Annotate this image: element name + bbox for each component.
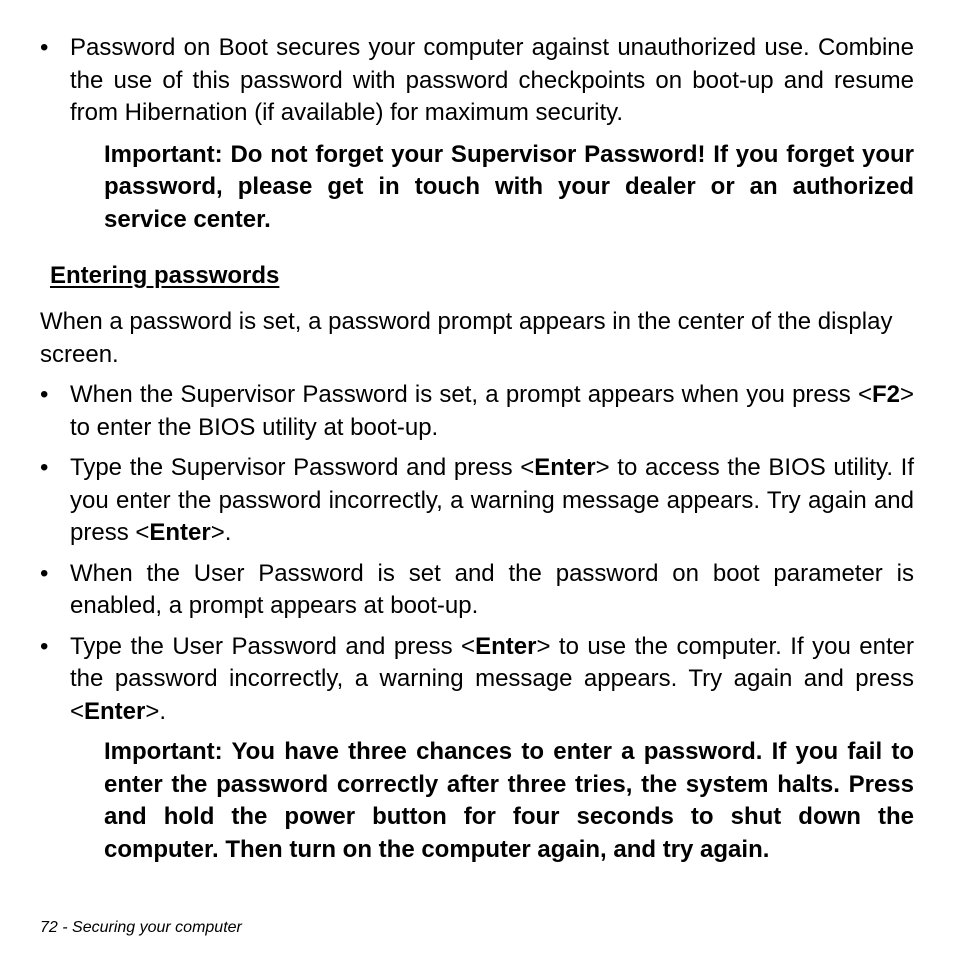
list-item-text: >.	[210, 519, 232, 546]
intro-paragraph: When a password is set, a password prompt appears in the center of the display screen.	[40, 308, 893, 368]
list-item-text: > to access the BIOS utility. If you enter the password incorrectly, a warning message appears. Try again and press <	[70, 454, 914, 546]
key-label: Enter	[149, 519, 211, 546]
key-label: Enter	[84, 697, 146, 725]
list-item-text: When the User Password is set and the password on boot parameter is enabled, a prompt appears at boot-up.	[70, 559, 914, 619]
list-item-text: >.	[145, 697, 167, 725]
key-label: Enter	[534, 454, 596, 481]
bullet-dot: •	[40, 454, 49, 481]
bullet-dot: •	[40, 559, 49, 587]
list-item-text: Password on Boot secures your computer against unauthorized use. Combine the use of this password with password checkpoints on boot-up and resume from Hibernation (if available) for maximum security.	[70, 34, 914, 126]
list-item-password-on-boot	[40, 32, 914, 130]
list-item-text: When the Supervisor Password is set, a prompt appears when you press <	[70, 381, 872, 408]
list-item-text: > to use the computer. If you enter the password incorrectly, a warning message appears. Try again and press <	[70, 632, 915, 725]
page-content	[40, 32, 914, 866]
list-item-text: Type the User Password and press <	[70, 632, 476, 660]
bullet-dot: •	[40, 381, 49, 408]
list-item-supervisor-enter	[40, 452, 914, 550]
page-footer: 72 - Securing your computer	[40, 919, 242, 936]
section-heading: Entering passwords	[50, 262, 280, 289]
bullet-dot: •	[40, 632, 49, 660]
important-note-supervisor: Important: Do not forget your Supervisor Password! If you forget your password, please get in touch with your dealer or an authorized service center.	[104, 140, 914, 233]
list-item-user-prompt	[40, 558, 914, 623]
list-item-text: > to enter the BIOS utility at boot-up.	[70, 381, 914, 441]
bullet-dot: •	[40, 34, 49, 61]
key-label: F2	[871, 381, 900, 408]
key-label: Enter	[475, 632, 537, 660]
list-item-user-enter	[40, 631, 914, 729]
important-note-three-chances: Important: You have three chances to enter a password. If you fail to enter the password correctly after three tries, the system halts. Press and hold the power button for four seconds to shut down the computer. Then turn on the computer again, and try again.	[104, 738, 914, 863]
list-item-supervisor-prompt	[40, 379, 914, 444]
list-item-text: Type the Supervisor Password and press <	[70, 454, 535, 481]
